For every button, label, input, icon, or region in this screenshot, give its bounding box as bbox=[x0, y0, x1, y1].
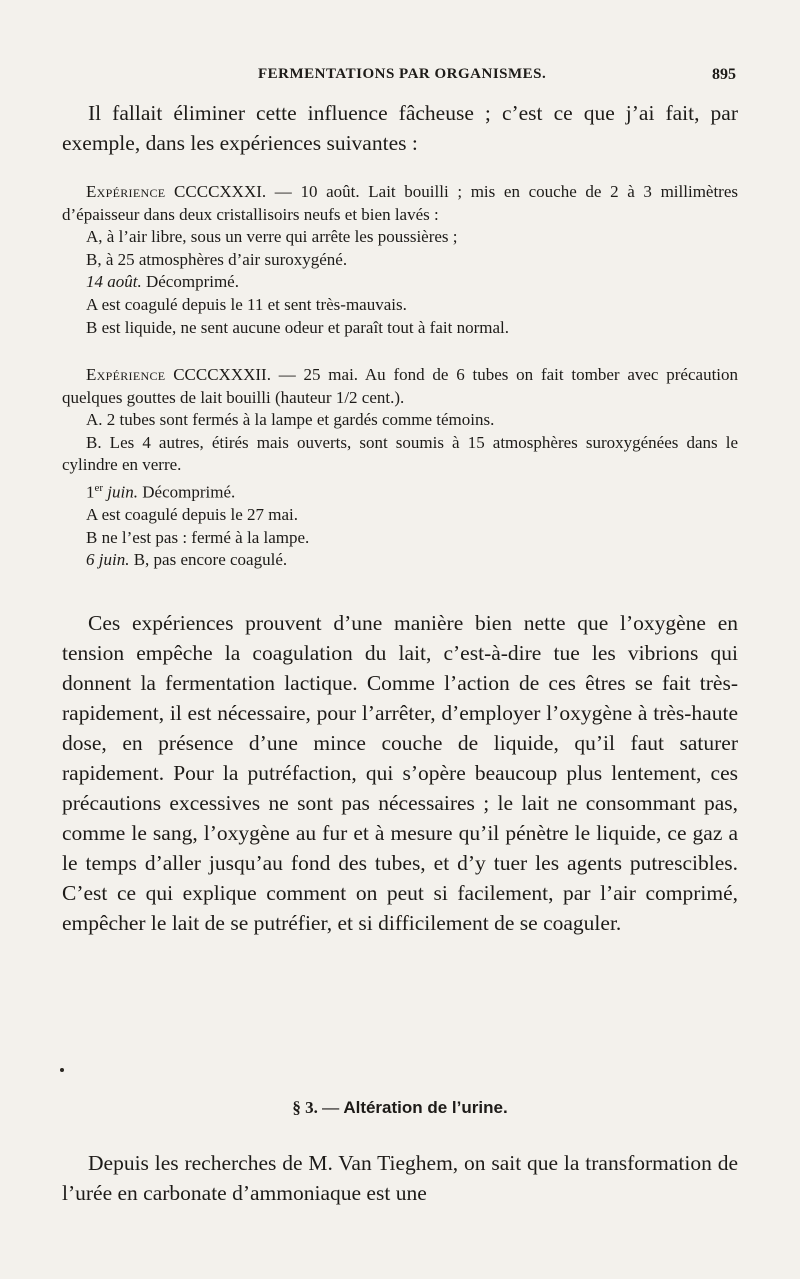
condition-a: A. 2 tubes sont fermés à la lampe et gardés comme témoins. bbox=[86, 410, 495, 430]
date-month: juin. bbox=[103, 482, 138, 502]
date-entry-2 bbox=[62, 549, 738, 572]
section-title: Altération de l’urine. bbox=[343, 1098, 508, 1117]
date-label: 14 août. bbox=[86, 272, 142, 292]
experiment-number: CCCCXXXII. bbox=[173, 365, 271, 384]
date-note: Décomprimé. bbox=[138, 482, 236, 502]
experiment-1 bbox=[62, 181, 738, 339]
date-number: 1 bbox=[86, 482, 95, 502]
section-heading bbox=[0, 1098, 800, 1118]
section-symbol: § 3. bbox=[292, 1098, 318, 1117]
experiment-2 bbox=[62, 364, 738, 572]
experiment-description: — 25 mai. Au fond de 6 tubes on fait tomber avec précaution quelques gouttes de lait bouilli (hauteur 1/2 cent.). bbox=[62, 365, 739, 407]
result-b: B est liquide, ne sent aucune odeur et paraît tout à fait normal. bbox=[86, 317, 509, 337]
urine-paragraph: Depuis les recherches de M. Van Tieghem, on sait que la transformation de l’urée en carbonate d’ammoniaque est une bbox=[62, 1151, 738, 1205]
condition-b: B. Les 4 autres, étirés mais ouverts, sont soumis à 15 atmosphères suroxygénées dans le cylindre en verre. bbox=[62, 432, 738, 475]
condition-b: B, à 25 atmosphères d’air suroxygéné. bbox=[86, 249, 348, 269]
experiment-1-heading bbox=[62, 181, 738, 226]
experiment-label: Expérience bbox=[86, 182, 166, 201]
page-number: 895 bbox=[712, 66, 736, 83]
condition-a: A, à l’air libre, sous un verre qui arrête les poussières ; bbox=[86, 227, 458, 247]
result-a: A est coagulé depuis le 27 mai. bbox=[86, 505, 298, 525]
experiment-2-heading bbox=[62, 364, 738, 409]
date-note: Décomprimé. bbox=[141, 272, 239, 292]
experiment-label: Expérience bbox=[86, 365, 166, 384]
result-a: A est coagulé depuis le 11 et sent très-mauvais. bbox=[86, 294, 407, 314]
ink-speck bbox=[60, 1068, 64, 1072]
experiment-number: CCCCXXXI. bbox=[174, 182, 267, 201]
date-note: B, pas encore coagulé. bbox=[129, 550, 288, 570]
section-dash: — bbox=[317, 1098, 344, 1117]
intro-paragraph: Il fallait éliminer cette influence fâcheuse ; c’est ce que j’ai fait, par exemple, dans les expériences suivantes : bbox=[62, 101, 738, 155]
running-title: FERMENTATIONS PAR ORGANISMES. bbox=[258, 66, 547, 82]
date-superscript: er bbox=[94, 481, 104, 494]
page-header bbox=[62, 66, 738, 86]
experiment-description: — 10 août. Lait bouilli ; mis en couche de 2 à 3 millimètres d’épaisseur dans deux cristallisoirs neufs et bien lavés : bbox=[62, 182, 739, 224]
date-entry bbox=[62, 477, 738, 504]
date-label: 6 juin. bbox=[86, 550, 130, 570]
date-entry bbox=[62, 271, 738, 294]
result-b: B ne l’est pas : fermé à la lampe. bbox=[86, 527, 310, 547]
results-paragraph: Ces expériences prouvent d’une manière bien nette que l’oxygène en tension empêche la coagulation du lait, c’est-à-dire tue les vibrions qui donnent la fermentation lactique. Comme l’action de ces êtres se fait très-rapidement, il est nécessaire, pour l’arrêter, d’employer l’oxygène à très-haute dose, en présence d’une mince couche de liquide, qu’il faut saturer rapidement. Pour la putréfaction, qui s’opère beaucoup plus lentement, ces précautions excessives ne sont pas nécessaires ; le lait ne consommant pas, comme le sang, l’oxygène au fur et à mesure qu’il pénètre le liquide, ce gaz a le temps d’aller jusqu’au fond des tubes, et d’y tuer les agents putrescibles. C’est ce qui explique comment on peut si facilement, par l’air comprimé, empêcher le lait de se putréfier, et si difficilement de se coaguler. bbox=[62, 611, 738, 935]
